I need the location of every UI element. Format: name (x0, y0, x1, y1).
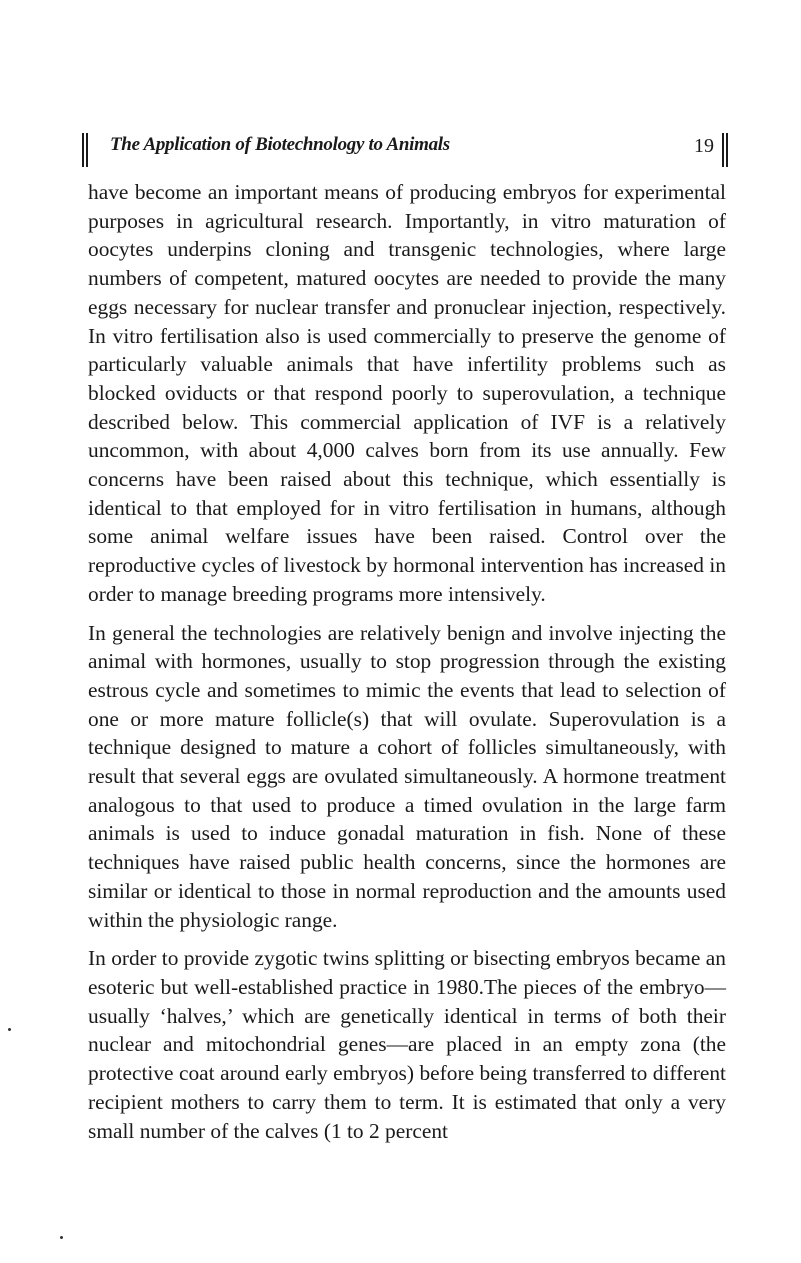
scan-speck (60, 1236, 63, 1239)
header-rule-right (722, 133, 728, 167)
paragraph-1: have become an important means of producing embryos for experimental purposes in agricultural research. Importantly, in vitro maturation of oocytes underpins cloning and transgenic technologies, where large numbers of competent, matured oocytes are needed to provide the many eggs necessary for nuclear transfer and pronuclear injection, respectively. In vitro fertilisation also is used commercially to preserve the genome of particularly valuable animals that have infertility problems such as blocked oviducts or that respond poorly to superovulation, a technique described below. This commercial application of IVF is a relatively uncommon, with about 4,000 calves born from its use annually. Few concerns have been raised about this technique, which essentially is identical to that employed for in vitro fertilisation in humans, although some animal welfare issues have been raised. Control over the reproductive cycles of livestock by hormonal intervention has increased in order to manage breeding programs more intensively. (88, 180, 726, 606)
scan-speck (8, 1028, 11, 1031)
body-text (88, 178, 726, 1155)
running-head (82, 133, 728, 167)
paragraph-2: In general the technologies are relatively benign and involve injecting the animal with hormones, usually to stop progression through the existing estrous cycle and sometimes to mimic the events that lead to selection of one or more mature follicle(s) that will ovulate. Superovulation is a technique designed to mature a cohort of follicles simultaneously, with result that several eggs are ovulated simultaneously. A hormone treatment analogous to that used to produce a timed ovulation in the large farm animals is used to induce gonadal maturation in fish. None of these techniques have raised public health concerns, since the hormones are similar or identical to those in normal reproduction and the amounts used within the physiologic range. (88, 620, 726, 932)
header-rule-left (82, 133, 88, 167)
page-number: 19 (694, 135, 714, 157)
paragraph-3: In order to provide zygotic twins splitting or bisecting embryos became an esoteric but well-established practice in 1980.The pieces of the embryo—usually ‘halves,’ which are genetically identical in terms of both their nuclear and mitochondrial genes—are placed in an empty zona (the protective coat around early embryos) before being transferred to different recipient mothers to carry them to term. It is estimated that only a very small number of the calves (1 to 2 percent (88, 946, 726, 1143)
running-title: The Application of Biotechnology to Animals (110, 134, 450, 155)
